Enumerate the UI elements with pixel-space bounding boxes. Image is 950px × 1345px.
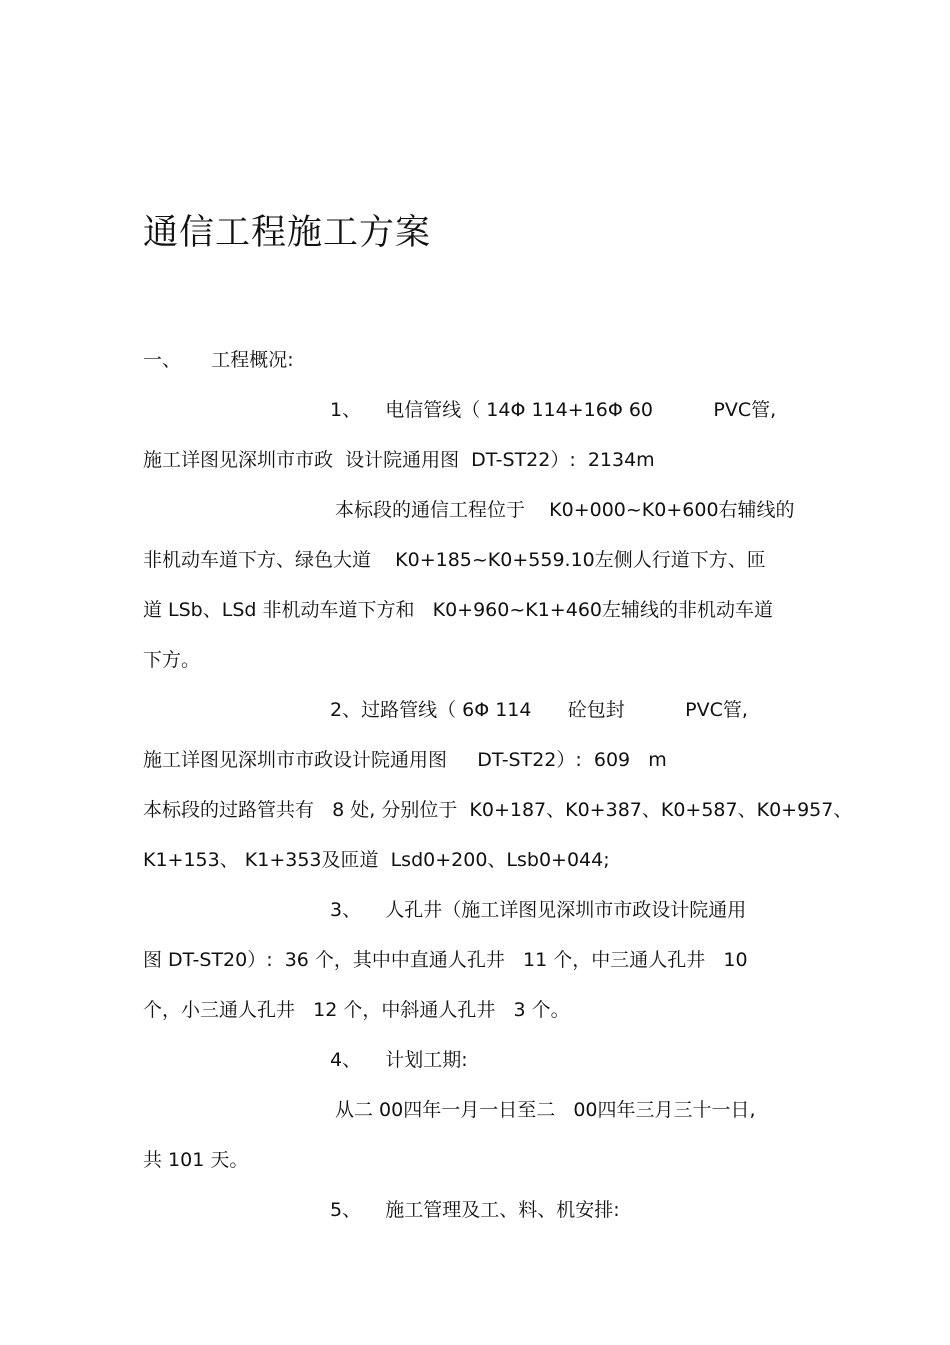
- paragraph-line: 下方。: [143, 649, 201, 671]
- paragraph-line: 非机动车道下方、绿色大道 K0+185~K0+559.10左侧人行道下方、匝: [143, 549, 766, 571]
- paragraph-line: 1、 电信管线（ 14Φ 114+16Φ 60 PVC管,: [330, 399, 777, 421]
- paragraph-line: 施工详图见深圳市市政设计院通用图 DT-ST22）: 609 m: [143, 749, 667, 771]
- paragraph-line: 道 LSb、LSd 非机动车道下方和 K0+960~K1+460左辅线的非机动车道: [143, 599, 773, 621]
- paragraph-line: 共 101 天。: [143, 1149, 249, 1171]
- paragraph-line: 本标段的过路管共有 8 处, 分别位于 K0+187、K0+387、K0+587、K0+957、: [143, 799, 853, 821]
- paragraph-line: 3、 人孔井（施工详图见深圳市市政设计院通用: [330, 899, 747, 921]
- paragraph-line: 图 DT-ST20）: 36 个，其中中直通人孔井 11 个，中三通人孔井 10: [143, 949, 748, 971]
- paragraph-line: 本标段的通信工程位于 K0+000~K0+600右辅线的: [335, 499, 795, 521]
- paragraph-line: K1+153、 K1+353及匝道 Lsd0+200、Lsb0+044;: [143, 849, 610, 871]
- section-heading: 一、 工程概况:: [143, 349, 294, 371]
- paragraph-line: 从二 00四年一月一日至二 00四年三月三十一日,: [335, 1099, 756, 1121]
- document-title: 通信工程施工方案: [143, 213, 432, 253]
- paragraph-line: 2、过路管线（ 6Φ 114 砼包封 PVC管,: [330, 699, 748, 721]
- paragraph-line: 5、 施工管理及工、料、机安排:: [330, 1199, 620, 1221]
- paragraph-line: 4、 计划工期:: [330, 1049, 468, 1071]
- paragraph-line: 施工详图见深圳市市政 设计院通用图 DT-ST22）: 2134m: [143, 449, 655, 471]
- paragraph-line: 个，小三通人孔井 12 个，中斜通人孔井 3 个。: [143, 999, 570, 1021]
